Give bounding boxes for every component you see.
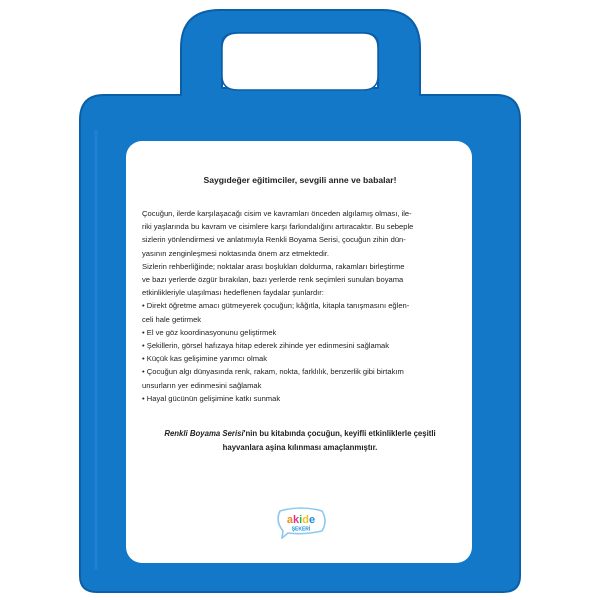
closing-line2: hayvanlara aşina kılınması amaçlanmıştır.	[222, 443, 378, 453]
text-line: etkinlikleriyle ulaşılması hedeflenen faydalar şunlardır:	[142, 288, 324, 298]
logo-letter: k	[293, 514, 300, 526]
list-item: • Şekillerin, görsel hafızaya hitap ederek zihinde yer edinmesini sağlamak	[142, 341, 390, 351]
closing-line1: 'nin bu kitabında çocuğun, keyifli etkinliklerle çeşitli	[243, 429, 436, 439]
logo-sub: ŞEKERİ	[291, 526, 311, 533]
logo-word	[287, 514, 315, 526]
logo-letter: a	[286, 514, 294, 526]
list-item: • Hayal gücünün gelişimine katkı sunmak	[142, 393, 281, 403]
logo-letter: d	[302, 514, 309, 526]
info-card	[126, 141, 472, 563]
akide-sekeri-logo	[274, 507, 328, 539]
list-item: • Küçük kas gelişimine yarımcı olmak	[142, 354, 268, 364]
text-line: Çocuğun, ilerde karşılaşacağı cisim ve kavramları önceden algılamış olması, ile-	[142, 209, 412, 218]
paragraph-guidance	[142, 260, 458, 300]
list-item: • Çocuğun algı dünyasında renk, rakam, nokta, farklılık, benzerlik gibi birtakım	[142, 367, 404, 377]
list-item: unsurların yer edinmesini sağlamak	[142, 380, 262, 390]
bag-handle-hole	[222, 33, 378, 90]
text-line: riki yaşlarında bu kavram ve cisimlere karşı farkındalığını artıracaktır. Bu sebeple	[142, 222, 414, 232]
logo-letter: i	[299, 514, 303, 526]
list-item: • Direkt öğretme amacı gütmeyerek çocuğun; kâğıtla, kitapla tanışmasını eğlen-	[142, 301, 410, 311]
closing-statement	[152, 427, 448, 455]
list-item: • El ve göz koordinasyonunu geliştirmek	[142, 327, 277, 337]
logo-letter: e	[308, 514, 316, 526]
benefits-list	[142, 299, 458, 405]
greeting-heading: Saygıdeğer eğitimciler, sevgili anne ve babalar!	[203, 175, 397, 185]
series-name: Renkli Boyama Serisi	[164, 429, 244, 439]
text-line: Sizlerin rehberliğinde; noktalar arası boşlukları doldurma, rakamları birleştirme	[142, 261, 405, 271]
text-line: sizlerin yönlendirmesi ve anlatımıyla Renkli Boyama Serisi, çocuğun zihin dün-	[142, 235, 406, 245]
text-line: yasının zenginleşmesi noktasında önem arz etmektedir.	[142, 248, 329, 258]
text-line: ve bazı yerlerde özgür bırakılan, bazı yerlerde renk seçimleri sunulan boyama	[142, 275, 404, 285]
list-item: celi hale getirmek	[142, 314, 202, 324]
paragraph-intro	[142, 207, 458, 260]
